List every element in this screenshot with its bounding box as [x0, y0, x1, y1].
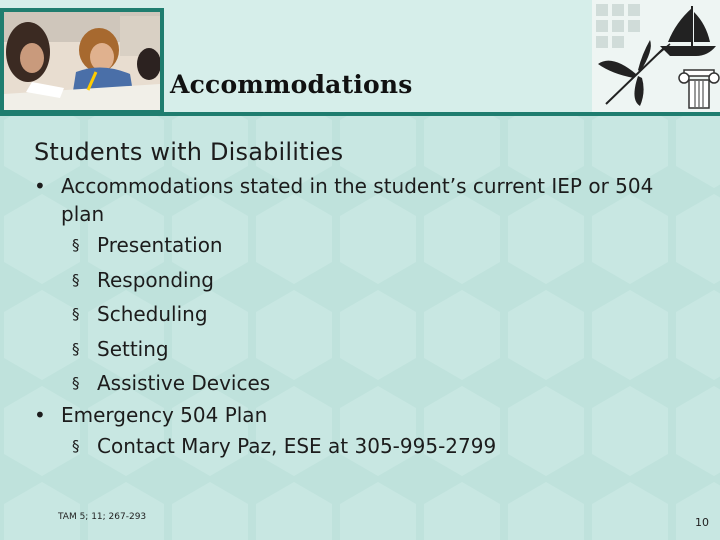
subitem-text: Presentation — [97, 233, 223, 257]
footnote: TAM 5; 11; 267-293 — [58, 512, 147, 522]
bullet-marker: • — [34, 174, 46, 198]
subitem-text: Assistive Devices — [97, 371, 271, 395]
subitem — [34, 263, 674, 298]
classroom-photo-frame — [0, 8, 164, 112]
subitem — [34, 297, 674, 332]
classroom-photo — [4, 12, 160, 110]
subitem-marker: § — [72, 236, 80, 254]
bullet-item — [34, 401, 674, 429]
bullet-item — [34, 172, 674, 228]
slide-body — [34, 138, 674, 463]
subitem-marker: § — [72, 305, 80, 323]
subitem-marker: § — [72, 436, 80, 455]
subitem — [34, 429, 674, 464]
header-rule — [0, 112, 720, 116]
slide-title: Accommodations — [170, 70, 413, 99]
bullet-marker: • — [34, 402, 46, 427]
subitem — [34, 366, 674, 401]
subitem-marker: § — [72, 270, 80, 289]
slide-subtitle: Students with Disabilities — [34, 138, 344, 166]
bullet-text: Accommodations stated in the student’s current IEP or 504 plan — [61, 174, 654, 226]
subitem — [34, 228, 674, 263]
subitem-text: Responding — [97, 267, 214, 292]
subitem-marker: § — [72, 339, 80, 358]
bullet-text: Emergency 504 Plan — [61, 402, 268, 427]
subitem-text: Setting — [97, 336, 169, 361]
subitem — [34, 332, 674, 367]
subitem-marker: § — [72, 374, 80, 392]
subitem-text: Contact Mary Paz, ESE at 305-995-2799 — [97, 433, 497, 458]
subitem-text: Scheduling — [97, 302, 208, 326]
page-number: 10 — [695, 516, 709, 529]
decorative-icons — [592, 0, 720, 112]
